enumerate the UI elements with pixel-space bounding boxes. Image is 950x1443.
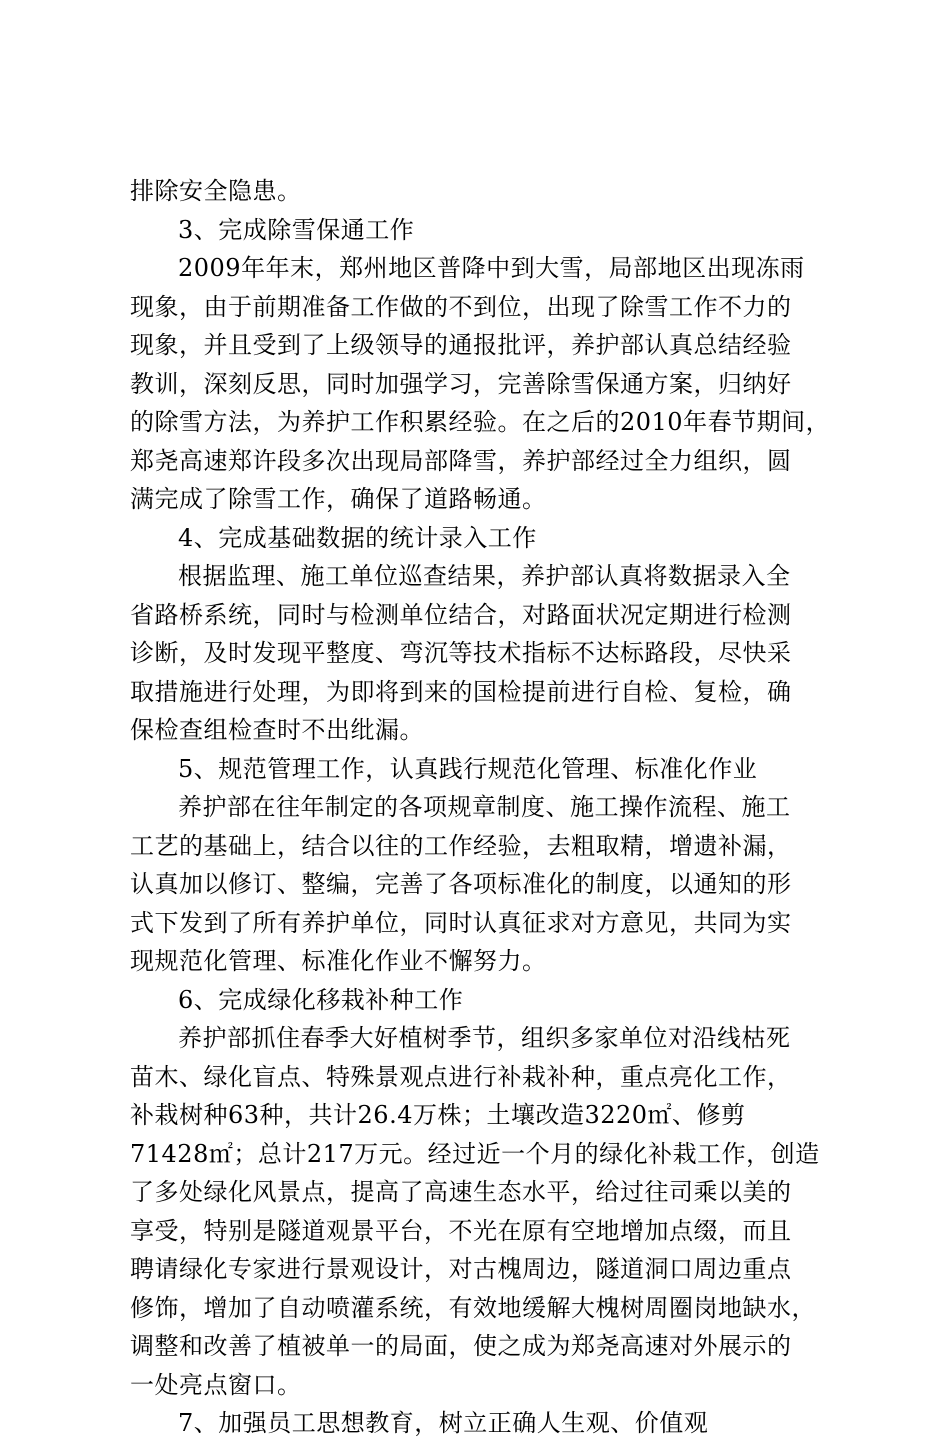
paragraph [130,172,830,211]
section-heading: 3、完成除雪保通工作 [178,215,415,244]
paragraph-line: 满完成了除雪工作，确保了道路畅通。 [130,485,547,513]
paragraph-line: 修饰，增加了自动喷灌系统，有效地缓解大槐树周圈岗地缺水， [130,1293,816,1322]
document-body [130,172,830,1443]
section-heading: 6、完成绿化移栽补种工作 [178,985,464,1014]
paragraph-line: 诊断，及时发现平整度、弯沉等技术指标不达标路段，尽快采 [130,639,792,667]
paragraph-line: 认真加以修订、整编，完善了各项标准化的制度，以通知的形 [130,870,792,898]
paragraph-line: 式下发到了所有养护单位，同时认真征求对方意见，共同为实 [130,908,792,937]
paragraph-line: 取措施进行处理，为即将到来的国检提前进行自检、复检，确 [130,677,792,706]
paragraph-line: 苗木、绿化盲点、特殊景观点进行补栽补种，重点亮化工作， [130,1062,792,1091]
paragraph-line: 调整和改善了植被单一的局面，使之成为郑尧高速对外展示的 [130,1332,792,1360]
paragraph-line: 保检查组检查时不出纰漏。 [130,716,424,744]
paragraph-line: 排除安全隐患。 [130,177,302,205]
paragraph-line: 现象，由于前期准备工作做的不到位，出现了除雪工作不力的 [130,292,792,321]
paragraph [130,788,830,981]
paragraph [130,1019,830,1404]
paragraph-line: 省路桥系统，同时与检测单位结合，对路面状况定期进行检测 [130,600,792,629]
paragraph-line: 享受，特别是隧道观景平台，不光在原有空地增加点缀，而且 [130,1216,792,1245]
paragraph-line: 补栽树种63种，共计26.4万株；土壤改造3220㎡、修剪 [130,1101,746,1129]
paragraph-line: 工艺的基础上，结合以往的工作经验，去粗取精，增遗补漏， [130,831,792,860]
paragraph-line: 的除雪方法，为养护工作积累经验。在之后的2010年春节期间， [130,408,831,436]
paragraph-line: 2009年年末，郑州地区普降中到大雪，局部地区出现冻雨 [178,254,805,282]
paragraph-line: 教训，深刻反思，同时加强学习，完善除雪保通方案，归纳好 [130,369,792,398]
paragraph-line: 71428㎡；总计217万元。经过近一个月的绿化补栽工作，创造 [130,1139,820,1168]
paragraph-line: 养护部在往年制定的各项规章制度、施工操作流程、施工 [178,793,791,821]
paragraph-line: 现规范化管理、标准化作业不懈努力。 [130,947,547,975]
paragraph-line: 养护部抓住春季大好植树季节，组织多家单位对沿线枯死 [178,1024,791,1052]
paragraph [130,249,830,519]
paragraph [130,557,830,750]
paragraph-line: 郑尧高速郑许段多次出现局部降雪，养护部经过全力组织，圆 [130,446,792,475]
paragraph-line: 一处亮点窗口。 [130,1370,302,1399]
paragraph-line: 了多处绿化风景点，提高了高速生态水平，给过往司乘以美的 [130,1178,792,1206]
paragraph-line: 聘请绿化专家进行景观设计，对古槐周边，隧道洞口周边重点 [130,1255,792,1283]
section-heading: 4、完成基础数据的统计录入工作 [178,523,537,552]
paragraph-line: 根据监理、施工单位巡查结果，养护部认真将数据录入全 [178,562,791,590]
paragraph-line: 现象，并且受到了上级领导的通报批评，养护部认真总结经验 [130,331,792,359]
section-heading: 7、加强员工思想教育，树立正确人生观、价值观 [178,1409,709,1437]
section-heading: 5、规范管理工作，认真践行规范化管理、标准化作业 [178,754,758,783]
